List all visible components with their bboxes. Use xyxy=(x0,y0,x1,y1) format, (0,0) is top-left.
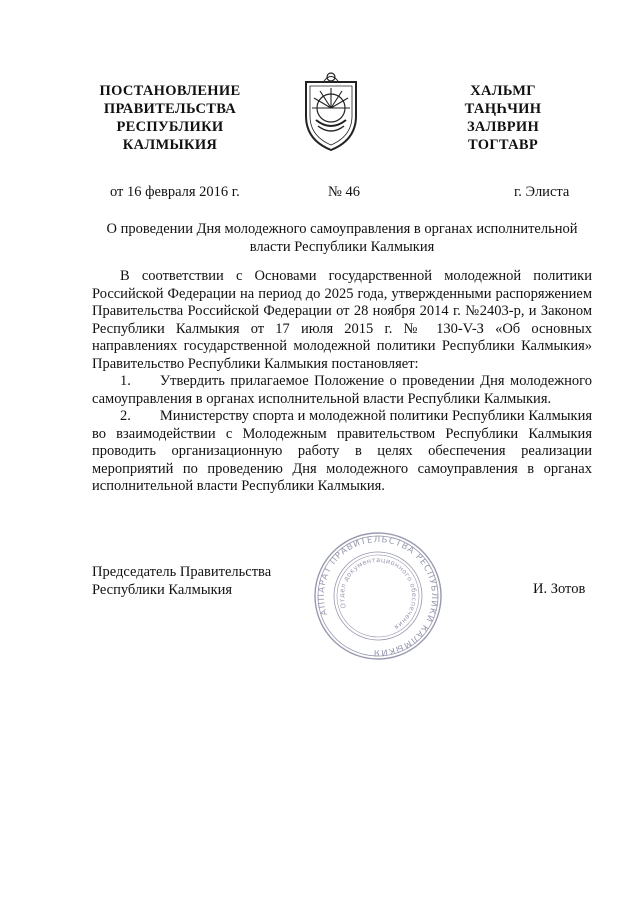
header-left-line-2: ПРАВИТЕЛЬСТВА xyxy=(103,101,237,117)
stamp-outer-text: АППАРАТ ПРАВИТЕЛЬСТВА РЕСПУБЛИКИ КАЛМЫКИЯ xyxy=(316,534,440,658)
stamp-inner-text: Отдел документационного обеспечения xyxy=(337,555,419,632)
preamble-paragraph: В соответствии с Основами государственной молодежной политики Российской Федерации на период до 2025 года, утвержденными распоряжением Правительства Российской Федерации от 28 ноября 2014 г. №2403-р, и Законом Республики Калмыкия от 17 июля 2015 г. № 130-V-З «Об основных направлениях государственной молодежной политики Республики Калмыкия» Правительство Республики Калмыкия постановляет: xyxy=(92,268,592,372)
signer-title xyxy=(92,563,271,599)
header-right-line-3: ЗАЛВРИН xyxy=(466,119,540,135)
document-date: от 16 февраля 2016 г. xyxy=(110,184,240,200)
svg-text:Отдел документационного обеспе xyxy=(327,545,430,647)
item-2-paragraph: 2. Министерству спорта и молодежной политики Республики Калмыкия во взаимодействии с Молодежным правительством Республики Калмыкия проводить организационную работу в целях обеспечения реализации мероприятий по проведению Дня молодежного самоуправления в органах исполнительной власти Республики Калмыкия. xyxy=(92,408,592,494)
header-right-line-4: ТОГТАВР xyxy=(467,137,539,153)
svg-text:АППАРАТ ПРАВИТЕЛЬСТВА РЕСПУБЛИ xyxy=(312,530,444,662)
official-stamp xyxy=(312,530,444,662)
document-title: О проведении Дня молодежного самоуправления в органах исполнительной власти Республики Калмыкия xyxy=(106,221,578,255)
header-left-line-4: КАЛМЫКИЯ xyxy=(122,137,218,153)
document-body xyxy=(92,268,592,496)
header-right-line-1: ХАЛЬМГ xyxy=(470,83,536,99)
header-left-block xyxy=(70,82,270,154)
document-number: № 46 xyxy=(328,184,360,200)
signer-title-line-1: Председатель Правительства xyxy=(92,564,272,580)
item-1-paragraph: 1. Утвердить прилагаемое Положение о проведении Дня молодежного самоуправления в органах исполнительной власти Республики Калмыкия. xyxy=(92,373,592,407)
header-right-block xyxy=(436,82,570,154)
header-left-line-1: ПОСТАНОВЛЕНИЕ xyxy=(99,83,241,99)
kalmykia-coat-of-arms-icon xyxy=(296,70,366,154)
header-left-line-3: РЕСПУБЛИКИ xyxy=(116,119,224,135)
header-right-line-2: ТАҢҺЧИН xyxy=(464,101,542,117)
signer-name: И. Зотов xyxy=(533,581,586,597)
signer-title-line-2: Республики Калмыкия xyxy=(92,582,233,598)
document-city: г. Элиста xyxy=(514,184,570,200)
